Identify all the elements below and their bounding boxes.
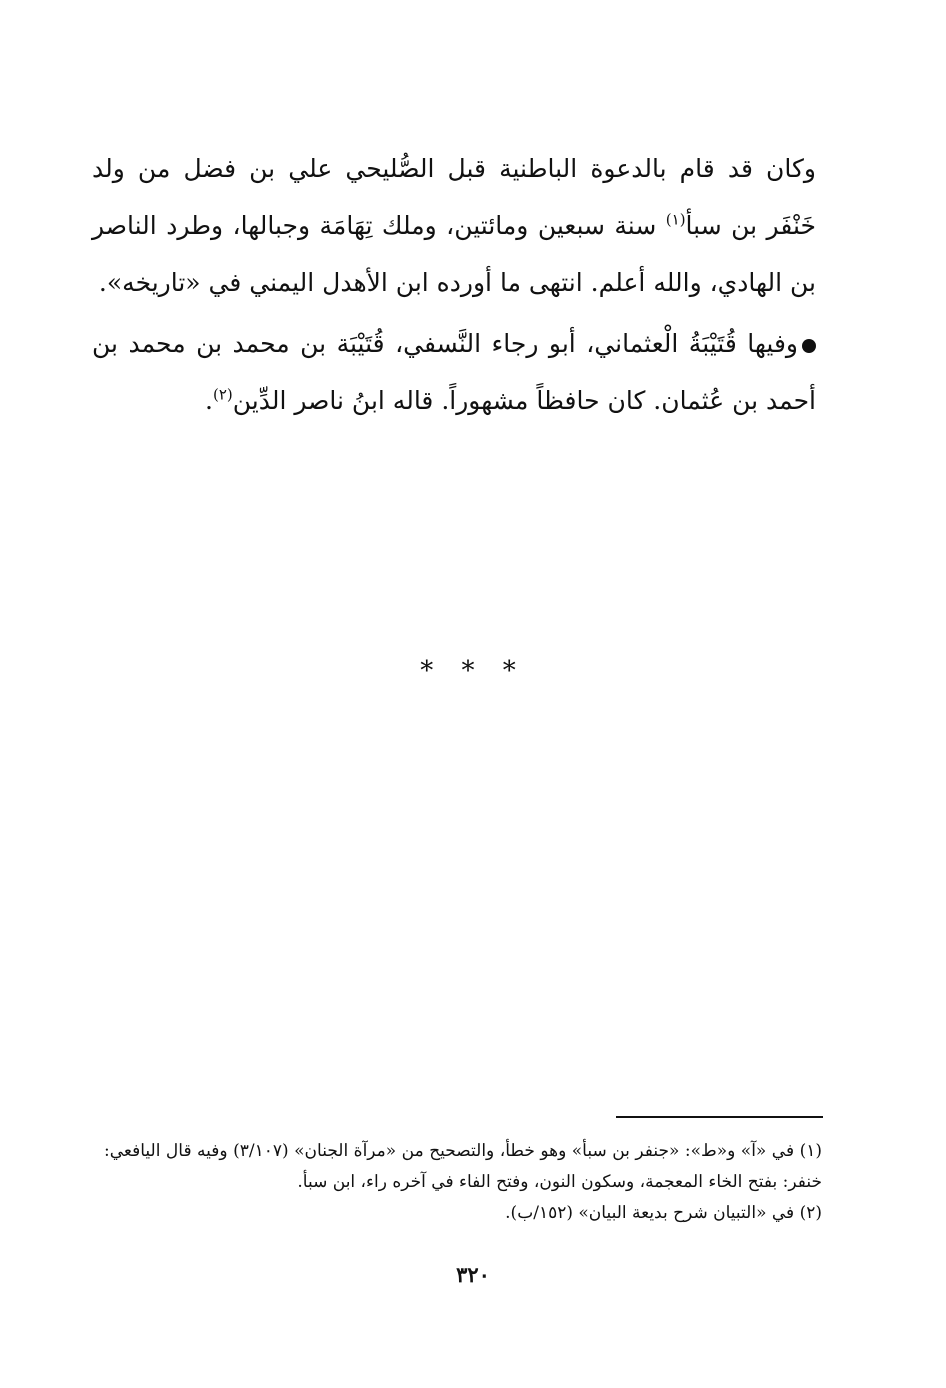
- entry-qutayba-end: .: [205, 386, 213, 415]
- paragraph-intro-rest: سنة سبعين ومائتين، وملك تِهَامَة وجبالها، وطرد الناصر بن الهادي، والله أعلم. انتهى ما أورده ابن الأهدل اليمني في «تاريخه».: [92, 211, 816, 297]
- footnote-ref-1[interactable]: (١): [665, 210, 686, 229]
- footnotes: [104, 1136, 822, 1229]
- paragraph-intro-text: وكان قد قام بالدعوة الباطنية قبل الصُّليحي علي بن فضل من ولد خَنْفَر بن سبأ: [92, 154, 816, 240]
- section-separator: * * *: [420, 656, 526, 686]
- main-text: [92, 140, 816, 429]
- page-number: ٣٢٠: [456, 1262, 490, 1287]
- footnote-1: (١) في «آ» و«ط»: «جنفر بن سبأ» وهو خطأ، والتصحيح من «مرآة الجنان» (٣/١٠٧) وفيه قال اليافعي: خنفر: بفتح الخاء المعجمة، وسكون النون، وفتح الفاء في آخره راء، ابن سبأ.: [104, 1141, 822, 1192]
- footnote-2: (٢) في «التبيان شرح بديعة البيان» (١٥٢/ب).: [505, 1203, 822, 1223]
- paragraph-intro: [92, 140, 816, 311]
- entry-qutayba-text: وفيها قُتَيْبَةُ الْعثماني، أبو رجاء النَّسفي، قُتَيْبَة بن محمد بن محمد بن أحمد بن عُثمان. كان حافظاً مشهوراً. قاله ابنُ ناصر الدِّين: [92, 329, 816, 415]
- footnote-divider: [616, 1116, 823, 1118]
- bullet-icon: [802, 339, 816, 353]
- footnote-ref-2[interactable]: (٢): [212, 385, 233, 404]
- entry-qutayba: [92, 315, 816, 429]
